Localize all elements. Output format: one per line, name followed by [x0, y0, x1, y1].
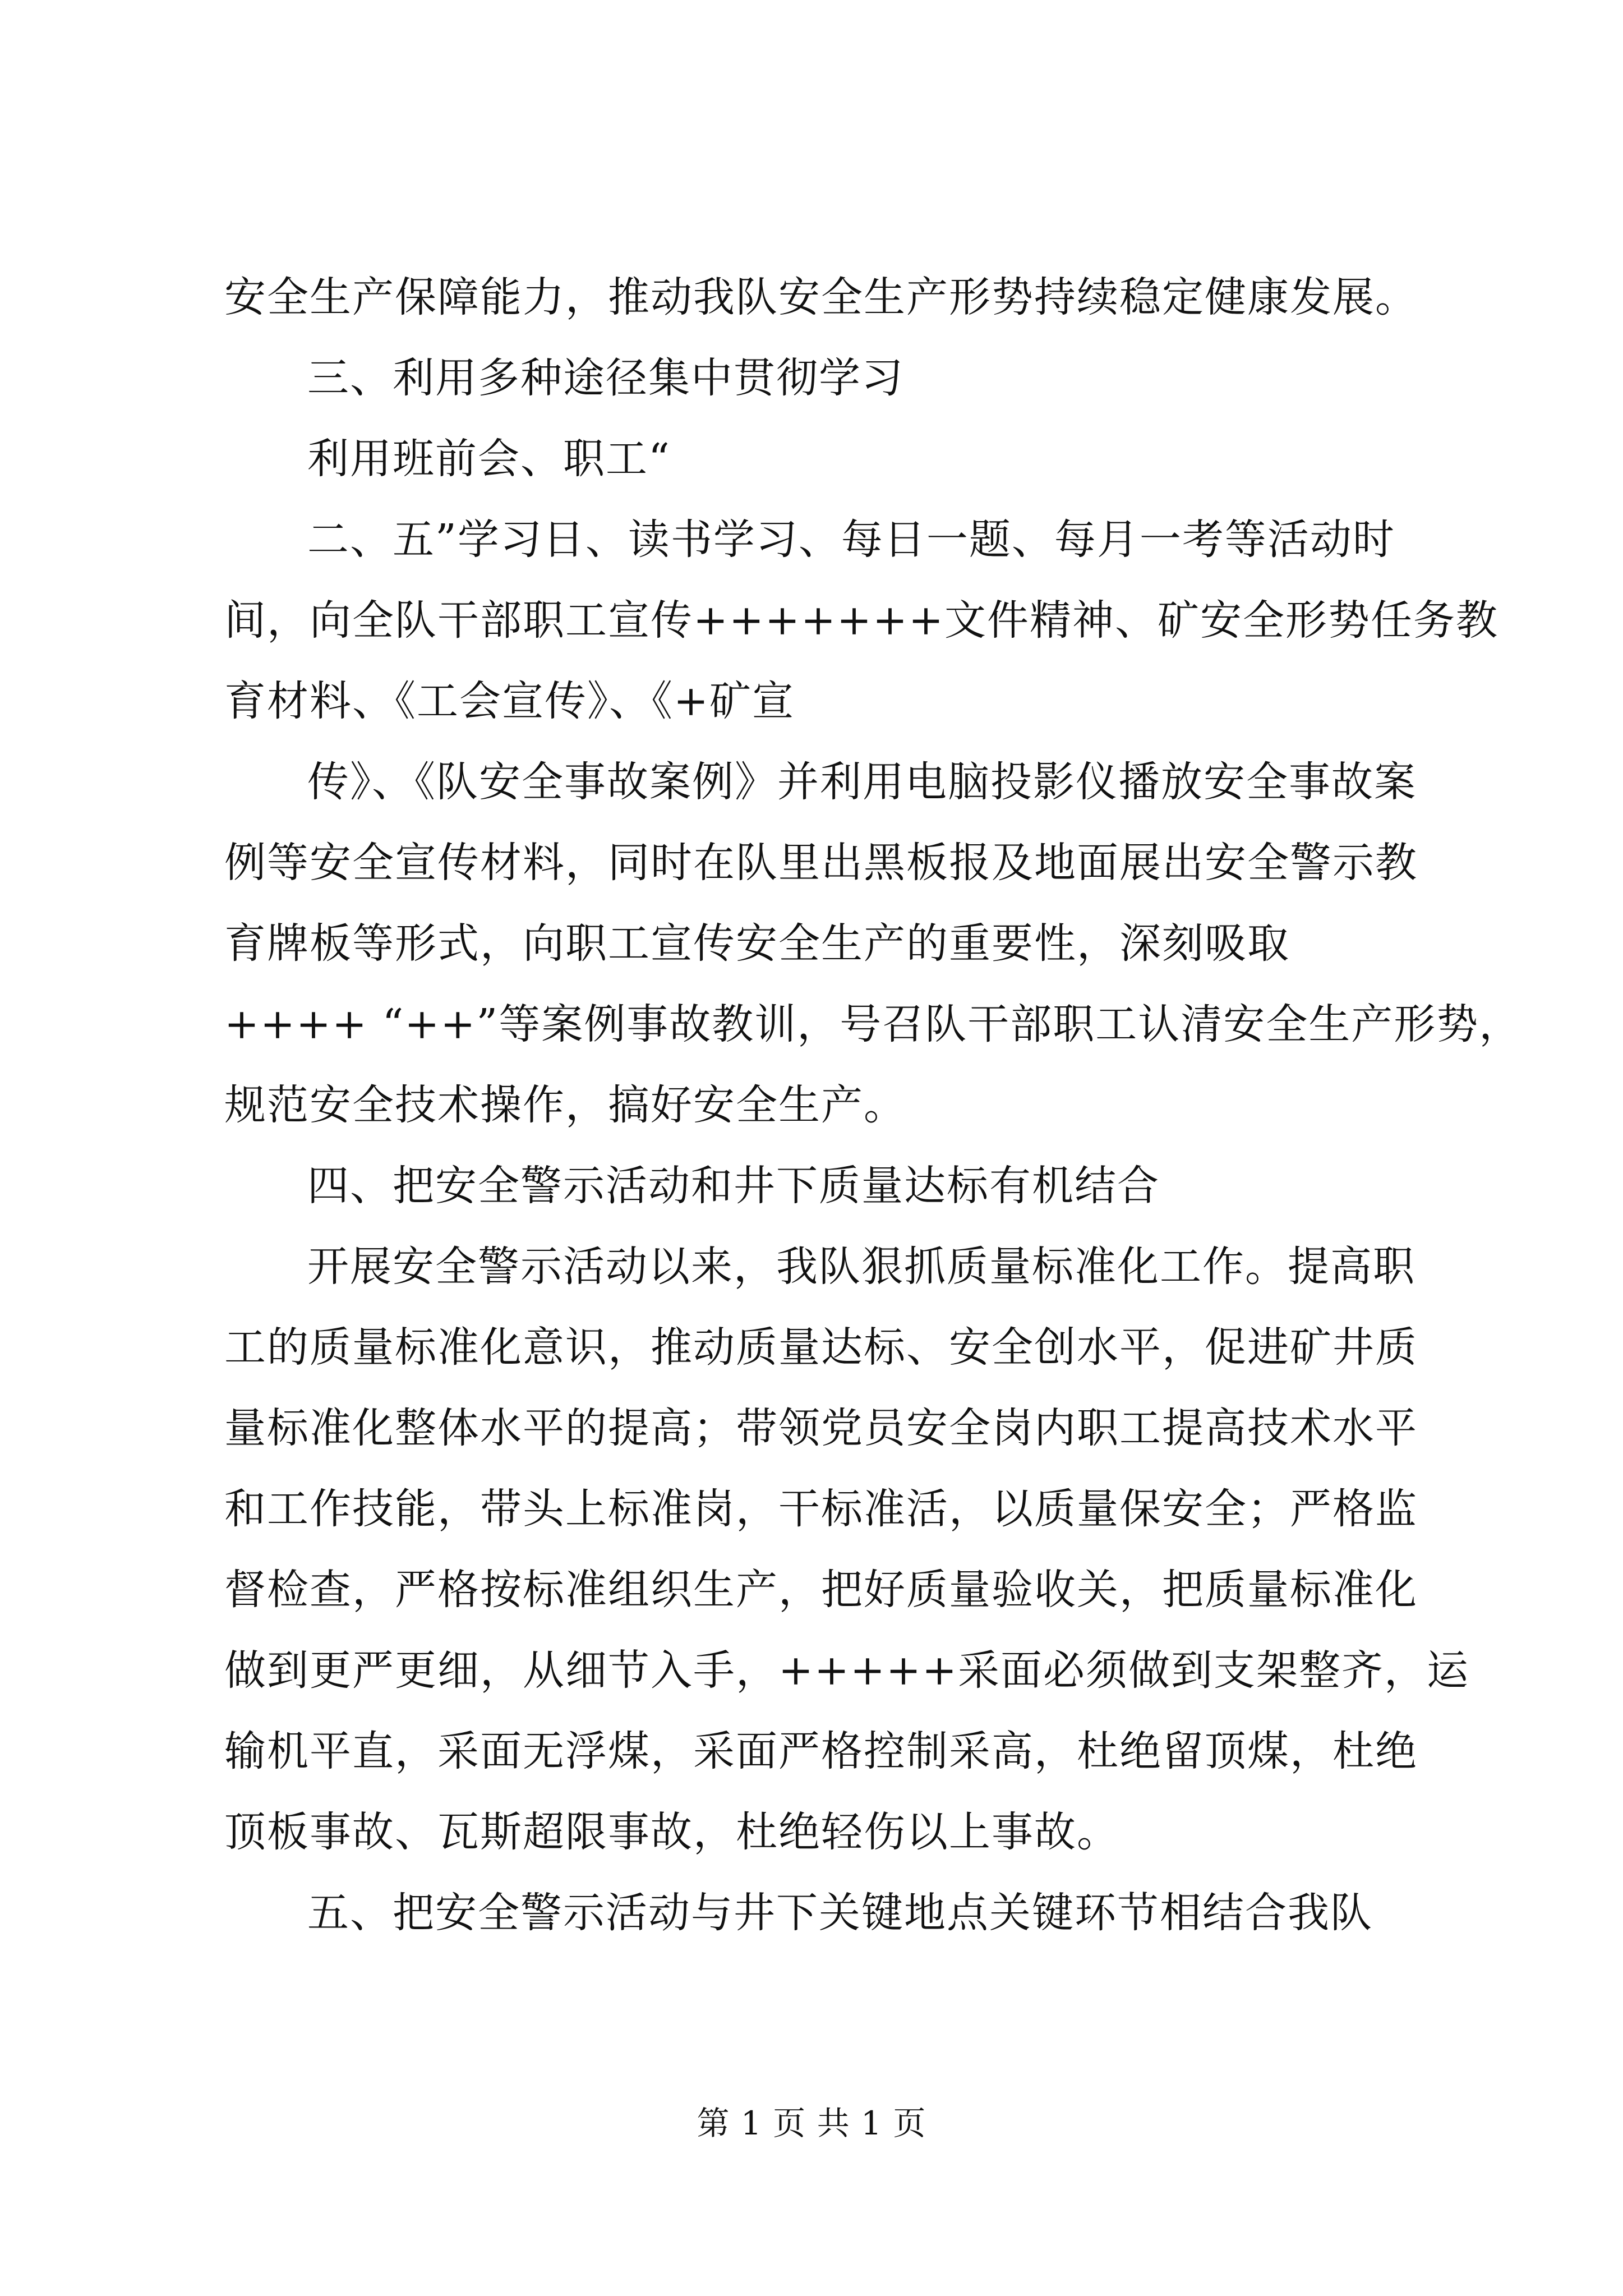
paragraph-line: 安全生产保障能力，推动我队安全生产形势持续稳定健康发展。 — [224, 273, 1418, 321]
paragraph-line: 督检查，严格按标准组织生产，把好质量验收关，把质量标准化 — [224, 1566, 1418, 1614]
paragraph-line: ++++ “++”等案例事故教训，号召队干部职工认清安全生产形势， — [224, 1000, 1522, 1048]
section-heading-four: 四、把安全警示活动和井下质量达标有机结合 — [307, 1162, 1160, 1210]
paragraph-line: 传》、《队安全事故案例》并利用电脑投影仪播放安全事故案 — [307, 758, 1417, 806]
section-heading-five: 五、把安全警示活动与井下关键地点关键环节相结合我队 — [307, 1889, 1373, 1937]
document-body — [224, 257, 1522, 1953]
paragraph-line: 和工作技能，带头上标准岗，干标准活，以质量保安全；严格监 — [224, 1485, 1418, 1533]
paragraph-line: 规范安全技术操作，搞好安全生产。 — [224, 1081, 906, 1129]
paragraph-line: 育牌板等形式，向职工宣传安全生产的重要性，深刻吸取 — [224, 919, 1290, 968]
page-footer: 第 1 页 共 1 页 — [697, 2104, 926, 2142]
paragraph-line: 开展安全警示活动以来，我队狠抓质量标准化工作。提高职 — [307, 1243, 1415, 1291]
paragraph-line: 输机平直，采面无浮煤，采面严格控制采高，杜绝留顶煤，杜绝 — [224, 1727, 1418, 1775]
paragraph-line: 育材料、《工会宣传》、《+矿宣 — [224, 677, 795, 725]
section-heading-three: 三、利用多种途径集中贯彻学习 — [307, 354, 904, 402]
paragraph-line: 顶板事故、瓦斯超限事故，杜绝轻伤以上事故。 — [224, 1808, 1119, 1856]
paragraph-line: 量标准化整体水平的提高；带领党员安全岗内职工提高技术水平 — [224, 1404, 1418, 1452]
paragraph-line: 间，向全队干部职工宣传+++++++文件精神、矿安全形势任务教 — [224, 596, 1499, 645]
paragraph-line: 例等安全宣传材料，同时在队里出黑板报及地面展出安全警示教 — [224, 839, 1418, 887]
paragraph-line: 利用班前会、职工“ — [307, 435, 671, 483]
paragraph-line: 做到更严更细，从细节入手，+++++采面必须做到支架整齐，运 — [224, 1646, 1470, 1695]
paragraph-line: 工的质量标准化意识，推动质量达标、安全创水平，促进矿井质 — [224, 1323, 1418, 1372]
paragraph-line: 二、五”学习日、读书学习、每日一题、每月一考等活动时 — [307, 516, 1395, 564]
